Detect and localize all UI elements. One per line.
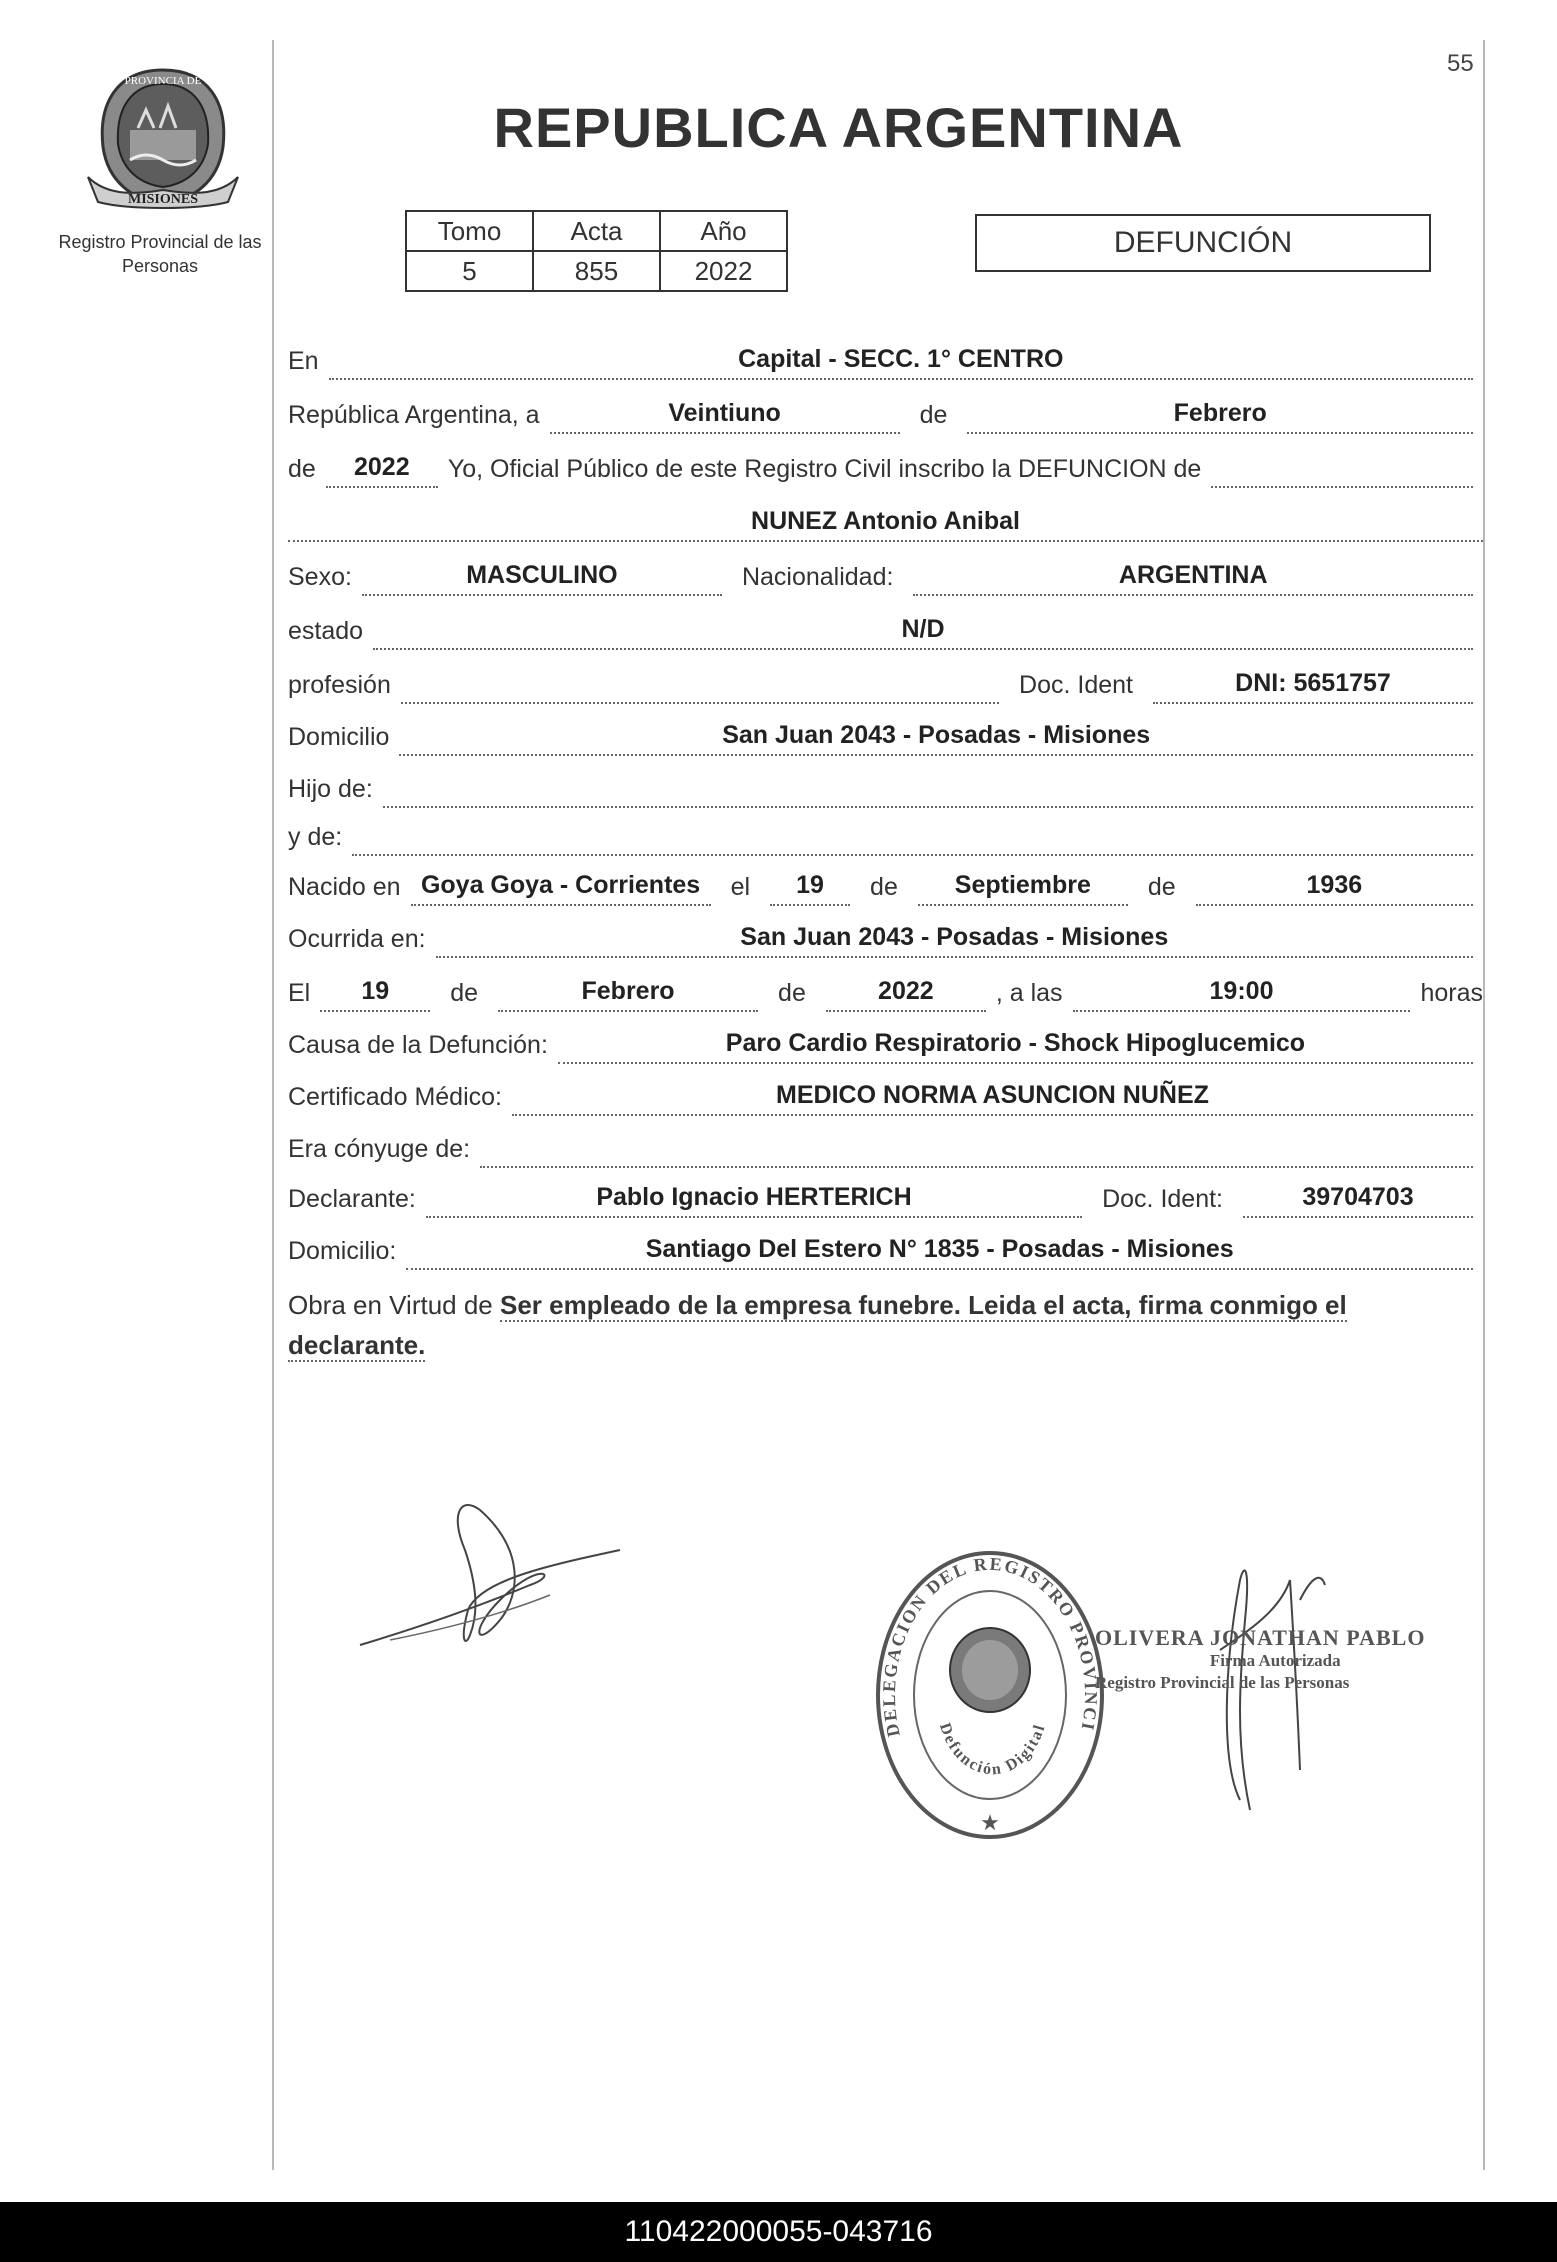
causa-label: Causa de la Defunción: <box>288 1031 548 1059</box>
record-reference-table <box>405 210 788 292</box>
sexo-value: MASCULINO <box>362 561 722 596</box>
registration-year: 2022 <box>326 453 438 488</box>
table-row <box>406 251 787 291</box>
row-republica <box>288 394 1483 434</box>
tomo-header: Tomo <box>406 211 533 251</box>
tomo-value: 5 <box>406 251 533 291</box>
officer-name: OLIVERA JONATHAN PABLO <box>1095 1625 1426 1650</box>
birth-month: Septiembre <box>918 871 1128 906</box>
officer-stamp <box>1095 1625 1425 1693</box>
conyuge-label: Era cónyuge de: <box>288 1135 471 1163</box>
domicilio-value: San Juan 2043 - Posadas - Misiones <box>399 721 1473 756</box>
de-label: de <box>870 873 898 901</box>
left-margin-line <box>272 40 274 2170</box>
alas-label: , a las <box>995 979 1063 1007</box>
row-y-de <box>288 816 1483 856</box>
table-row <box>406 211 787 251</box>
ano-value: 2022 <box>660 251 787 291</box>
obra-label: Obra en Virtud de <box>288 1290 493 1320</box>
de-label: de <box>919 401 948 429</box>
record-type-box: DEFUNCIÓN <box>975 214 1431 272</box>
profesion-value <box>401 698 999 704</box>
page-title: REPUBLICA ARGENTINA <box>493 96 1184 159</box>
acta-value: 855 <box>533 251 660 291</box>
row-deceased-name <box>288 502 1483 542</box>
row-sexo <box>288 556 1483 596</box>
death-day: 19 <box>320 977 430 1012</box>
de-label: de <box>1147 873 1176 901</box>
horas-label: horas <box>1420 979 1483 1007</box>
de-label: de <box>778 979 806 1007</box>
row-declarante <box>288 1178 1483 1218</box>
registration-day: Veintiuno <box>550 399 900 434</box>
declarante-doc-label: Doc. Ident: <box>1102 1185 1223 1213</box>
certificado-label: Certificado Médico: <box>288 1083 502 1111</box>
causa-value: Paro Cardio Respiratorio - Shock Hipoglucemico <box>558 1029 1473 1064</box>
nacionalidad-value: ARGENTINA <box>913 561 1473 596</box>
el-label: El <box>288 979 311 1007</box>
emblem-text-bottom: MISIONES <box>127 192 199 207</box>
hijo-de-label: Hijo de: <box>288 775 373 803</box>
row-en <box>288 340 1483 380</box>
hijo-de-value <box>383 802 1473 808</box>
declarant-signature-icon <box>350 1490 630 1670</box>
doc-ident-label: Doc. Ident <box>1019 671 1133 699</box>
svg-text:★: ★ <box>980 1810 1000 1835</box>
page-number: 55 <box>1447 50 1474 77</box>
statement-blank <box>1211 482 1473 488</box>
birth-place: Goya Goya - Corrientes <box>411 871 711 906</box>
estado-value: N/D <box>373 615 1473 650</box>
republica-label: República Argentina, a <box>288 401 540 429</box>
domicilio-declarante-label: Domicilio: <box>288 1237 397 1265</box>
domicilio-declarante-value: Santiago Del Estero N° 1835 - Posadas - Misiones <box>406 1235 1473 1270</box>
officer-organization: Registro Provincial de las Personas <box>1095 1673 1350 1692</box>
right-margin-line <box>1483 40 1485 2170</box>
obra-value: Ser empleado de la empresa funebre. Leida el acta, firma conmigo el declarante. <box>288 1290 1347 1360</box>
row-ocurrida <box>288 918 1483 958</box>
obra-paragraph <box>288 1285 1483 1365</box>
row-nacido <box>288 866 1483 906</box>
estado-label: estado <box>288 617 364 645</box>
emblem-text-top: PROVINCIA DE <box>124 75 202 87</box>
nacido-label: Nacido en <box>288 873 401 901</box>
death-time: 19:00 <box>1073 977 1411 1012</box>
y-de-label: y de: <box>288 823 343 851</box>
official-seal-icon <box>870 1545 1110 1845</box>
declarante-value: Pablo Ignacio HERTERICH <box>426 1183 1082 1218</box>
row-fecha-defuncion <box>288 972 1483 1012</box>
row-profesion <box>288 664 1483 704</box>
nacionalidad-label: Nacionalidad: <box>741 563 894 591</box>
ano-header: Año <box>660 211 787 251</box>
de-label: de <box>288 455 316 483</box>
ocurrida-value: San Juan 2043 - Posadas - Misiones <box>436 923 1473 958</box>
seal-inner-text: Defunción Digital <box>935 1720 1049 1779</box>
row-year <box>288 448 1483 488</box>
official-statement: Yo, Oficial Público de este Registro Civil inscribo la DEFUNCION de <box>447 455 1202 483</box>
row-hijo-de <box>288 768 1483 808</box>
conyuge-value <box>480 1162 1473 1168</box>
row-certificado <box>288 1076 1483 1116</box>
row-causa <box>288 1024 1483 1064</box>
y-de-value <box>352 850 1473 856</box>
ocurrida-label: Ocurrida en: <box>288 925 426 953</box>
row-domicilio-declarante <box>288 1230 1483 1270</box>
birth-year: 1936 <box>1196 871 1473 906</box>
de-label: de <box>450 979 479 1007</box>
profesion-label: profesión <box>288 671 391 699</box>
officer-role: Firma Autorizada <box>1209 1651 1341 1670</box>
el-label: el <box>730 873 751 901</box>
document-code-bar: 110422000055-043716 <box>0 2202 1557 2262</box>
declarante-label: Declarante: <box>288 1185 416 1213</box>
sexo-label: Sexo: <box>288 563 352 591</box>
death-year: 2022 <box>826 977 986 1012</box>
death-month: Febrero <box>498 977 758 1012</box>
seal-outer-text: DELEGACION DEL REGISTRO PROVINCI <box>878 1553 1102 1739</box>
en-value: Capital - SECC. 1° CENTRO <box>329 345 1473 380</box>
registry-label: Registro Provincial de las Personas <box>58 232 262 276</box>
registration-month: Febrero <box>967 399 1473 434</box>
row-conyuge <box>288 1128 1483 1168</box>
row-estado <box>288 610 1483 650</box>
deceased-name: NUNEZ Antonio Anibal <box>288 507 1483 542</box>
acta-header: Acta <box>533 211 660 251</box>
row-domicilio <box>288 716 1483 756</box>
birth-day: 19 <box>770 871 850 906</box>
en-label: En <box>288 347 319 375</box>
declarante-doc-value: 39704703 <box>1243 1183 1473 1218</box>
svg-text:Defunción Digital <box>936 1721 1049 1778</box>
certificado-value: MEDICO NORMA ASUNCION NUÑEZ <box>512 1081 1473 1116</box>
domicilio-label: Domicilio <box>288 723 390 751</box>
doc-ident-value: DNI: 5651757 <box>1153 669 1473 704</box>
